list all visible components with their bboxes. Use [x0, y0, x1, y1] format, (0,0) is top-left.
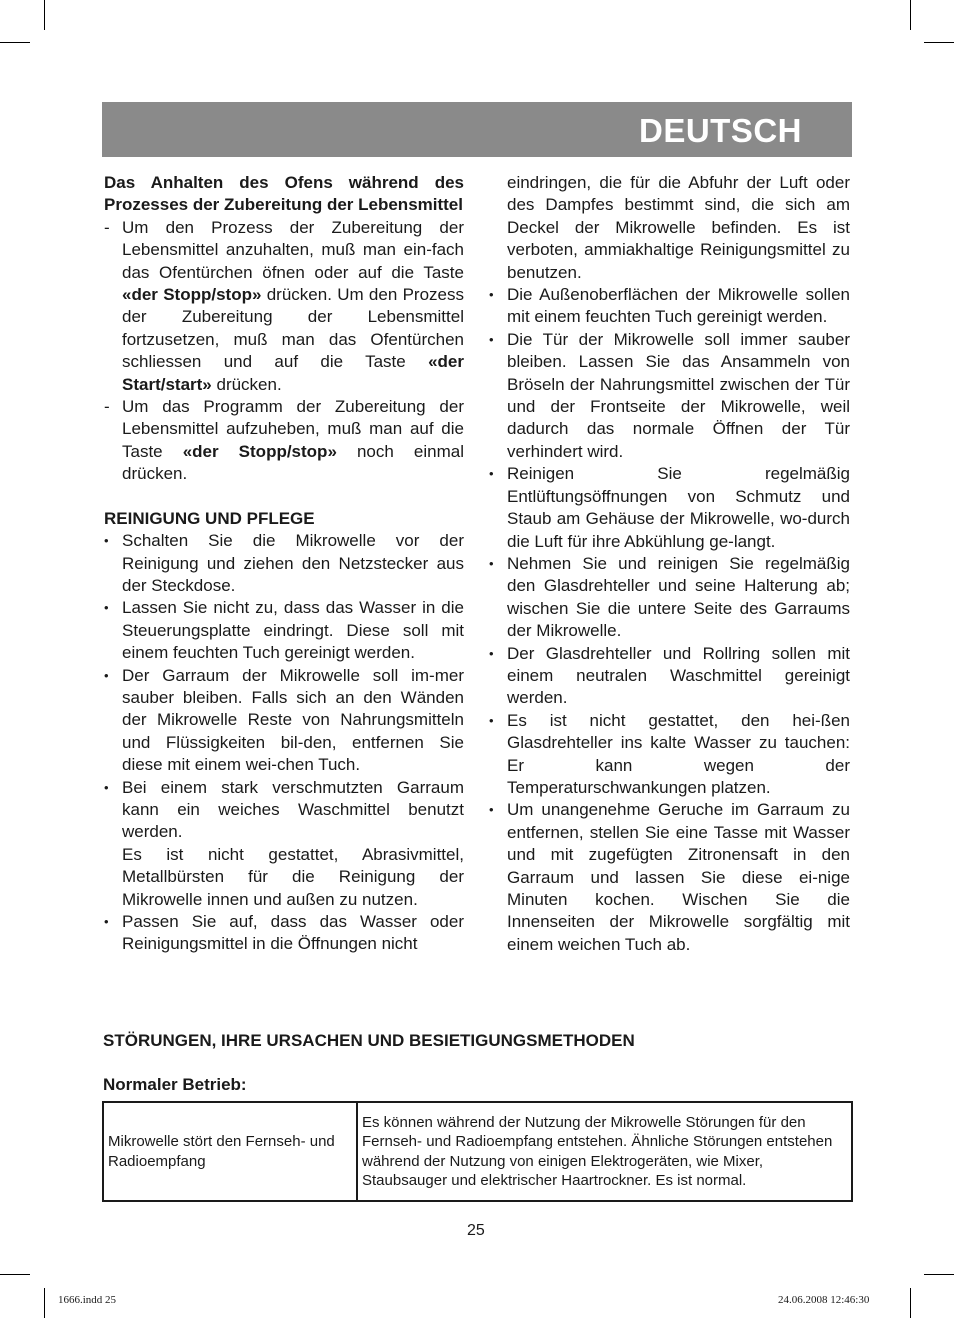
item-text: Lassen Sie nicht zu, dass das Wasser in die Steuerungsplatte eindringt. Diese soll mit einem feuchten Tuch gereinigt werden. — [122, 598, 464, 663]
list-item — [489, 799, 850, 956]
item-text: Die Tür der Mikrowelle soll immer sauber bleiben. Lassen Sie das Ansammeln von Bröseln der Nahrungsmittel zwischen der Tür und der Frontseite der Mikrowelle, weil dadurch das normale Öffnen der Tür verhindert wird. — [507, 329, 850, 461]
right-column — [489, 172, 850, 956]
list-item — [489, 643, 850, 710]
bullet-marker: • — [104, 914, 109, 929]
dash-marker: - — [104, 217, 110, 237]
list-item — [104, 911, 464, 956]
item-text: Nehmen Sie und reinigen Sie regelmäßig den Glasdrehteller und seine Halterung ab; wischen Sie die untere Seite des Garraums der Mikrowelle. — [507, 553, 850, 641]
item-text: eindringen, die für die Abfuhr der Luft oder des Dampfes bestimmt sind, die sich am Deckel der Mikrowelle befinden. Es ist verboten, ammiakhaltige Reinigungsmittel zu benutzen. — [507, 173, 850, 282]
item-text: Passen Sie auf, dass das Wasser oder Reinigungsmittel in die Öffnungen nicht — [122, 912, 464, 954]
crop-mark — [0, 1274, 30, 1275]
page-number: 25 — [467, 1222, 485, 1239]
language-header-bar — [102, 102, 852, 157]
date-slug: 24.06.2008 12:46:30 — [778, 1294, 870, 1306]
item-text: Schalten Sie die Mikrowelle vor der Reinigung und ziehen den Netzstecker aus der Steckdose. — [122, 531, 464, 595]
list-item — [104, 665, 464, 777]
item-text: Reinigen Sie regelmäßig Entlüftungsöffnungen von Schmutz und Staub am Gehäuse der Mikrowelle, wo-durch die Luft für ihre Abkühlung ge-langt. — [507, 464, 850, 551]
file-slug: 1666.indd 25 — [58, 1294, 117, 1306]
item-text: Bei einem stark verschmutzten Garraum kann ein weiches Waschmittel benutzt werden. — [122, 777, 464, 842]
crop-mark — [0, 42, 30, 43]
list-item — [104, 597, 464, 664]
item-text: noch einmal drücken. — [122, 441, 464, 484]
left-column — [104, 172, 464, 956]
bullet-marker: • — [489, 466, 494, 482]
bullet-marker: • — [104, 600, 109, 616]
item-text: drücken. — [211, 374, 282, 394]
list-item — [489, 284, 850, 329]
item-text: Der Garraum der Mikrowelle soll im-mer sauber bleiben. Falls sich an den Wänden der Mikrowelle Reste von Nahrungsmitteln und Flüssigkeiten bil-den, entfernen Sie diese mit einem wei-chen Tuch. — [122, 665, 464, 775]
symptom-cell: Mikrowelle stört den Fernseh- und Radioempfang — [103, 1102, 357, 1201]
list-item-continuation — [489, 172, 850, 284]
dash-marker: - — [104, 397, 110, 417]
stop-heading: Das Anhalten des Ofens während des Prozesses der Zubereitung der Lebensmittel — [104, 173, 464, 215]
troubleshooting-title: STÖRUNGEN, IHRE URSACHEN UND BESIETIGUNGSMETHODEN — [103, 1031, 635, 1050]
bullet-marker: • — [489, 331, 494, 347]
crop-mark — [910, 1288, 911, 1318]
bullet-marker: • — [489, 555, 494, 571]
item-text: Es ist nicht gestattet, Abrasivmittel, Metallbürsten für die Reinigung der Mikrowelle innen und außen zu nutzen. — [122, 844, 464, 909]
list-item — [104, 396, 464, 486]
table-row — [103, 1102, 852, 1201]
language-title: DEUTSCH — [638, 112, 802, 149]
bullet-marker: • — [104, 533, 109, 549]
stop-key-label: «der Stopp/stop» — [122, 285, 262, 305]
stop-key-label: «der Stopp/stop» — [182, 441, 337, 461]
start-key-label: «der Start/start» — [122, 352, 464, 394]
list-item — [489, 463, 850, 553]
item-text: drücken. Um den Prozess der Zubereitung der Lebensmittel fortzusetzen, muß man das Ofentürchen schliessen und auf die Taste — [122, 285, 464, 372]
bullet-marker: • — [489, 287, 494, 303]
list-item — [104, 530, 464, 597]
list-item — [489, 329, 850, 463]
list-item — [489, 710, 850, 800]
troubleshooting-table — [102, 1101, 853, 1202]
bullet-marker: • — [489, 645, 494, 661]
crop-mark — [924, 1274, 954, 1275]
crop-mark — [44, 1288, 45, 1318]
crop-mark — [924, 42, 954, 43]
item-text: Um das Programm der Zubereitung der Lebensmittel aufzuheben, muß man auf die Taste — [122, 397, 464, 461]
bullet-marker: • — [489, 712, 494, 728]
bullet-marker: • — [489, 802, 494, 818]
list-item — [104, 217, 464, 396]
item-text: Um den Prozess der Zubereitung der Lebensmittel anzuhalten, muß man ein-fach das Ofentürchen öfnen oder auf die Taste — [122, 217, 464, 282]
crop-mark — [910, 0, 911, 30]
care-heading: REINIGUNG UND PFLEGE — [104, 508, 315, 528]
item-text: Die Außenoberflächen der Mikrowelle sollen mit einem feuchten Tuch gereinigt werden. — [507, 285, 850, 327]
explanation-cell: Es können während der Nutzung der Mikrowelle Störungen für den Fernseh- und Radioempfang entstehen. Ähnliche Störungen entstehen während der Nutzung von einigen Elektrogeräten, wie Mixer, Staubsauger und elektrischer Haartrockner. Es ist normal. — [357, 1102, 852, 1201]
item-text: Der Glasdrehteller und Rollring sollen mit einem neutralen Waschmittel gereinigt werden. — [507, 643, 850, 708]
bullet-marker: • — [104, 779, 109, 795]
item-text: Es ist nicht gestattet, den hei-ßen Glasdrehteller ins kalte Wasser zu tauchen: Er kann wegen der Temperaturschwankungen platzen. — [507, 710, 850, 797]
bullet-marker: • — [104, 667, 109, 683]
normal-operation-subtitle: Normaler Betrieb: — [103, 1075, 247, 1094]
list-item — [489, 553, 850, 643]
list-item — [104, 777, 464, 911]
item-text: Um unangenehme Geruche im Garraum zu entfernen, stellen Sie eine Tasse mit Wasser und mit zugefügten Zitronensaft in den Garraum und lassen Sie diese ei-nige Minuten kochen. Wischen Sie die Innenseiten der Mikrowelle sorgfältig mit einem weichen Tuch ab. — [507, 800, 850, 954]
crop-mark — [44, 0, 45, 30]
